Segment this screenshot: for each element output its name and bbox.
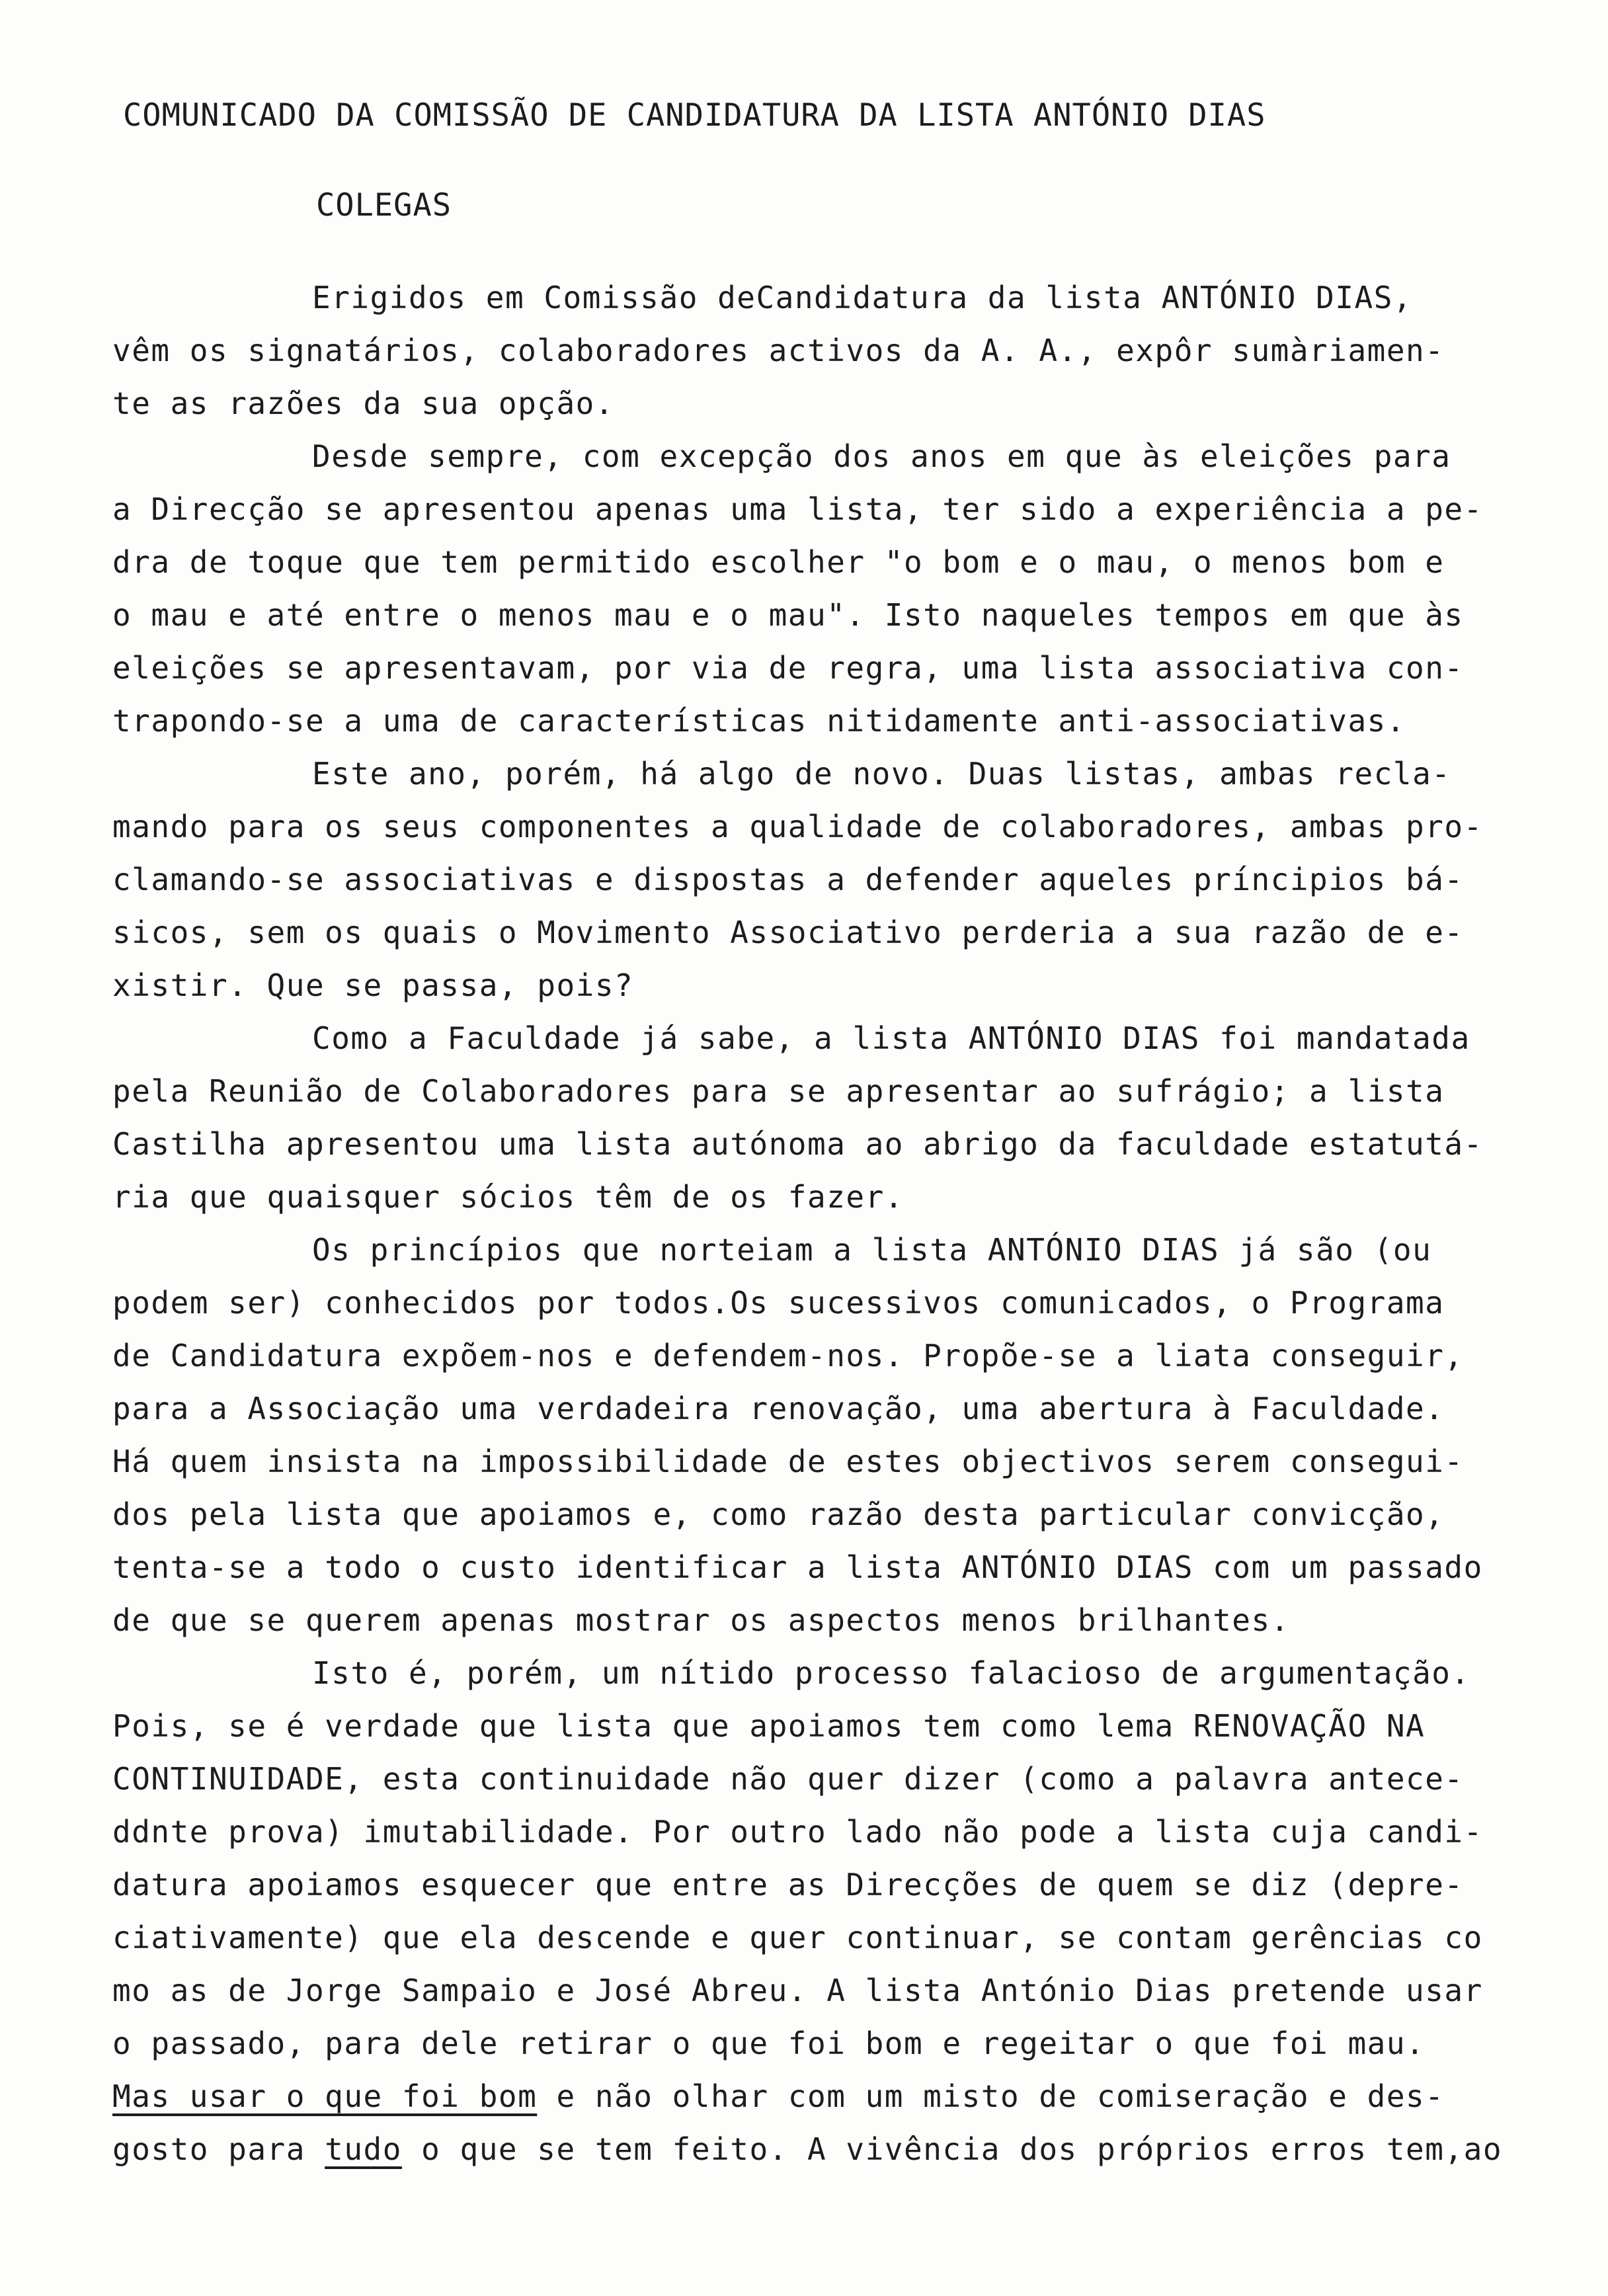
- text-line: vêm os signatários, colaboradores activos da A. A., expôr sumàriamen-: [112, 333, 1445, 368]
- text-run: e não olhar com um misto de comiseração e des-: [556, 2078, 1445, 2114]
- text-line: xistir. Que se passa, pois?: [112, 967, 634, 1003]
- body-text: [112, 271, 1508, 2176]
- text-line: ciativamente) que ela descende e quer continuar, se contam gerências co: [112, 1920, 1483, 1955]
- text-line: para a Associação uma verdadeira renovação, uma abertura à Faculdade.: [112, 1391, 1445, 1426]
- text-line: CONTINUIDADE, esta continuidade não quer dizer (como a palavra antece-: [112, 1761, 1464, 1797]
- text-line: o passado, para dele retirar o que foi bom e regeitar o que foi mau.: [112, 2026, 1426, 2061]
- text-line: tenta-se a todo o custo identificar a lista ANTÓNIO DIAS com um passado: [112, 1549, 1483, 1585]
- text-line: mo as de Jorge Sampaio e José Abreu. A lista António Dias pretende usar: [112, 1973, 1483, 2008]
- text-line: clamando-se associativas e dispostas a defender aqueles príncipios bá-: [112, 862, 1464, 897]
- text-line: sicos, sem os quais o Movimento Associativo perderia a sua razão de e-: [112, 915, 1464, 950]
- text-line: dra de toque que tem permitido escolher "o bom e o mau, o menos bom e: [112, 544, 1445, 580]
- text-line: mando para os seus componentes a qualidade de colaboradores, ambas pro-: [112, 809, 1483, 844]
- text-line: Os princípios que norteiam a lista ANTÓNIO DIAS já são (ou: [312, 1232, 1432, 1268]
- underlined-word: tudo: [325, 2131, 402, 2167]
- text-line: Isto é, porém, um nítido processo falacioso de argumentação.: [312, 1655, 1470, 1691]
- text-line: Pois, se é verdade que lista que apoiamos tem como lema RENOVAÇÃO NA: [112, 1708, 1426, 1744]
- text-line: pela Reunião de Colaboradores para se apresentar ao sufrágio; a lista: [112, 1073, 1445, 1109]
- text-line: Desde sempre, com excepção dos anos em que às eleições para: [312, 438, 1451, 474]
- text-line: eleições se apresentavam, por via de regra, uma lista associativa con-: [112, 650, 1464, 686]
- text-line: Como a Faculdade já sabe, a lista ANTÓNIO DIAS foi mandatada: [312, 1020, 1470, 1056]
- text-run: o que se tem feito. A vivência dos próprios erros tem,ao: [421, 2131, 1503, 2167]
- text-line: Este ano, porém, há algo de novo. Duas listas, ambas recla-: [312, 756, 1451, 792]
- text-line: dos pela lista que apoiamos e, como razão desta particular convicção,: [112, 1496, 1445, 1532]
- text-line: podem ser) conhecidos por todos.Os sucessivos comunicados, o Programa: [112, 1285, 1445, 1321]
- document-heading: COMUNICADO DA COMISSÃO DE CANDIDATURA DA LISTA ANTÓNIO DIAS: [123, 97, 1266, 134]
- text-line: te as razões da sua opção.: [112, 386, 615, 421]
- text-line: trapondo-se a uma de características nitidamente anti-associativas.: [112, 703, 1406, 739]
- text-line: ria que quaisquer sócios têm de os fazer.: [112, 1179, 904, 1215]
- text-line: datura apoiamos esquecer que entre as Direcções de quem se diz (depre-: [112, 1867, 1464, 1903]
- text-line: Há quem insista na impossibilidade de estes objectivos serem consegui-: [112, 1444, 1464, 1479]
- text-line: de que se querem apenas mostrar os aspectos menos brilhantes.: [112, 1602, 1290, 1638]
- text-line: ddnte prova) imutabilidade. Por outro lado não pode a lista cuja candi-: [112, 1814, 1483, 1850]
- text-line: [112, 2123, 1508, 2176]
- text-line: o mau e até entre o menos mau e o mau". Isto naqueles tempos em que às: [112, 597, 1464, 633]
- underlined-phrase: Mas usar o que foi bom: [112, 2078, 538, 2114]
- text-line: Erigidos em Comissão deCandidatura da lista ANTÓNIO DIAS,: [312, 280, 1413, 315]
- text-line: de Candidatura expõem-nos e defendem-nos. Propõe-se a liata conseguir,: [112, 1338, 1464, 1374]
- text-line: a Direcção se apresentou apenas uma lista, ter sido a experiência a pe-: [112, 491, 1483, 527]
- text-run: gosto para: [112, 2131, 305, 2167]
- text-line: [112, 2070, 1508, 2123]
- salutation: COLEGAS: [316, 187, 452, 224]
- text-line: Castilha apresentou uma lista autónoma ao abrigo da faculdade estatutá-: [112, 1126, 1483, 1162]
